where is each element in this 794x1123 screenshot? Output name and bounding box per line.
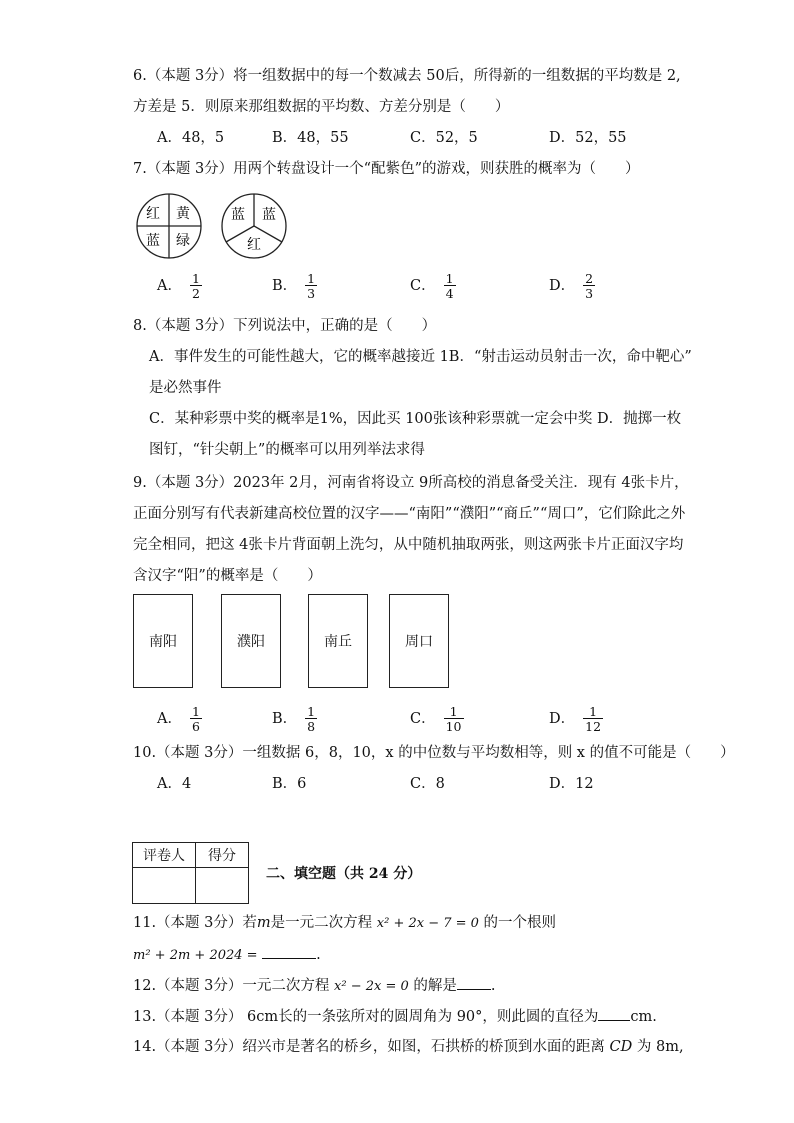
q12-line	[133, 975, 495, 997]
q10-option-d: D．12	[549, 776, 594, 792]
spinner-1	[133, 193, 205, 259]
denominator: 4	[445, 286, 454, 301]
q10-option-c: C．8	[410, 776, 445, 792]
q11-line1	[133, 913, 556, 934]
q12-end: .	[490, 978, 496, 994]
denominator: 3	[307, 286, 316, 301]
grader-cell	[133, 868, 196, 904]
q12-suffix: 的解是	[413, 978, 457, 994]
q6-option-a: A．48，5	[157, 130, 225, 146]
q6-option-b: B．48，55	[272, 130, 349, 146]
q10-option-b: B．6	[272, 776, 307, 792]
card-puyang: 濮阳	[221, 594, 281, 688]
q9-option-c-letter: C．	[410, 711, 436, 727]
denominator: 2	[191, 286, 200, 301]
q7-option-a-fraction	[190, 272, 202, 300]
q7-option-c-fraction	[444, 272, 456, 300]
q7-option-c-letter: C．	[410, 278, 436, 294]
denominator: 12	[585, 719, 602, 734]
q11-equation: x² + 2x − 7 = 0	[376, 916, 479, 931]
q14-line1	[133, 1037, 684, 1057]
denominator: 6	[191, 719, 200, 734]
card-nanqiu: 南丘	[308, 594, 368, 688]
q9-option-c	[410, 705, 464, 733]
q13-answer-blank[interactable]	[598, 1006, 630, 1021]
score-header: 得分	[196, 843, 249, 868]
q9-option-a-letter: A．	[157, 711, 182, 727]
q13-suffix: cm.	[630, 1009, 657, 1025]
q11-expression: m² + 2m + 2024 =	[133, 948, 258, 963]
q13-line	[133, 1006, 657, 1027]
q7-stem: 7.（本题 3分）用两个转盘设计一个“配紫色”的游戏，则获胜的概率为（ ）	[133, 161, 640, 177]
q11-answer-blank[interactable]	[262, 944, 316, 959]
grader-score-table	[132, 842, 249, 904]
q10-stem: 10.（本题 3分）一组数据 6，8，10，x 的中位数与平均数相等，则 x 的值不可能是（ ）	[133, 745, 735, 761]
q9-option-b	[272, 705, 317, 733]
q9-option-a	[157, 705, 202, 733]
q14-prefix: 14.（本题 3分）绍兴市是著名的桥乡，如图，石拱桥的桥顶到水面的距离	[133, 1039, 605, 1055]
q7-option-d-fraction	[583, 272, 595, 300]
q9-option-d-letter: D．	[549, 711, 576, 727]
score-cell	[196, 868, 249, 904]
q9-stem-line4: 含汉字“阳”的概率是（ ）	[133, 568, 322, 584]
q11-prefix: 11.（本题 3分）若	[133, 915, 257, 931]
denominator: 10	[445, 719, 462, 734]
q8-line2: 是必然事件	[149, 380, 222, 396]
q7-option-b-fraction	[305, 272, 317, 300]
q9-option-d-fraction	[583, 705, 603, 733]
spinner-2	[218, 193, 290, 259]
q8-line3: C．某种彩票中奖的概率是1%，因此买 100张该种彩票就一定会中奖 D．抛掷一枚	[149, 411, 682, 427]
grader-header: 评卷人	[133, 843, 196, 868]
spinner-2-sector-blue-left: 蓝	[231, 207, 245, 223]
q11-suffix: 的一个根则	[483, 915, 557, 931]
spinner-1-sector-green: 绿	[176, 233, 190, 249]
q8-stem: 8.（本题 3分）下列说法中，正确的是（ ）	[133, 318, 437, 334]
spinner-1-sector-red: 红	[146, 206, 160, 222]
numerator: 2	[585, 271, 594, 286]
q9-stem-line1: 9.（本题 3分）2023年 2月，河南省将设立 9所高校的消息备受关注．现有 4张卡片，	[133, 475, 689, 491]
card-nanyang: 南阳	[133, 594, 193, 688]
q6-option-d: D．52，55	[549, 130, 627, 146]
q9-stem-line3: 完全相同，把这 4张卡片背面朝上洗匀，从中随机抽取两张，则这两张卡片正面汉字均	[133, 537, 684, 553]
spinner-1-sector-blue: 蓝	[146, 233, 160, 249]
q9-option-b-letter: B．	[272, 711, 298, 727]
q7-option-b	[272, 272, 317, 300]
q11-mid: 是一元二次方程	[270, 915, 373, 931]
spinner-1-sector-yellow: 黄	[176, 206, 190, 222]
q11-line2: m² + 2m + 2024 = .	[133, 944, 321, 966]
section-title: 二、填空题（共 24 分）	[266, 866, 422, 882]
q14-cd: CD	[609, 1039, 633, 1055]
numerator: 1	[191, 704, 200, 719]
q12-prefix: 12.（本题 3分）一元二次方程	[133, 978, 330, 994]
numerator: 1	[307, 271, 316, 286]
denominator: 3	[585, 286, 594, 301]
q12-equation: x² − 2x = 0	[334, 979, 409, 994]
q6-option-c: C．52，5	[410, 130, 478, 146]
numerator: 1	[589, 704, 598, 719]
q9-option-a-fraction	[190, 705, 202, 733]
q7-option-b-letter: B．	[272, 278, 298, 294]
q14-end: 为 8m,	[636, 1039, 684, 1055]
q6-stem-line1: 6.（本题 3分）将一组数据中的每一个数减去 50后，所得新的一组数据的平均数是 2,	[133, 68, 681, 84]
q8-line1: A．事件发生的可能性越大，它的概率越接近 1B．“射击运动员射击一次，命中靶心”	[149, 349, 692, 365]
q11-var-m: m	[256, 915, 271, 931]
q6-stem-line2: 方差是 5．则原来那组数据的平均数、方差分别是（ ）	[133, 99, 510, 115]
numerator: 1	[445, 271, 454, 286]
q8-line4: 图钉，“针尖朝上”的概率可以用列举法求得	[149, 442, 425, 458]
q9-stem-line2: 正面分别写有代表新建高校位置的汉字——“南阳”“濮阳”“商丘”“周口”，它们除此之外	[133, 506, 686, 522]
q7-option-a	[157, 272, 202, 300]
numerator: 1	[307, 704, 316, 719]
card-zhoukou: 周口	[389, 594, 449, 688]
q9-option-b-fraction	[305, 705, 317, 733]
q7-option-d-letter: D．	[549, 278, 576, 294]
q12-answer-blank[interactable]	[457, 975, 491, 990]
q7-option-c	[410, 272, 456, 300]
q13-prefix: 13.（本题 3分） 6cm长的一条弦所对的圆周角为 90°，则此圆的直径为	[133, 1009, 599, 1025]
numerator: 1	[449, 704, 458, 719]
numerator: 1	[191, 271, 200, 286]
q7-option-d	[549, 272, 595, 300]
q7-option-a-letter: A．	[157, 278, 182, 294]
spinner-2-sector-red: 红	[247, 237, 261, 253]
q9-option-d	[549, 705, 603, 733]
spinner-2-sector-blue-right: 蓝	[262, 207, 276, 223]
q10-option-a: A．4	[157, 776, 192, 792]
q9-option-c-fraction	[444, 705, 464, 733]
denominator: 8	[307, 719, 316, 734]
